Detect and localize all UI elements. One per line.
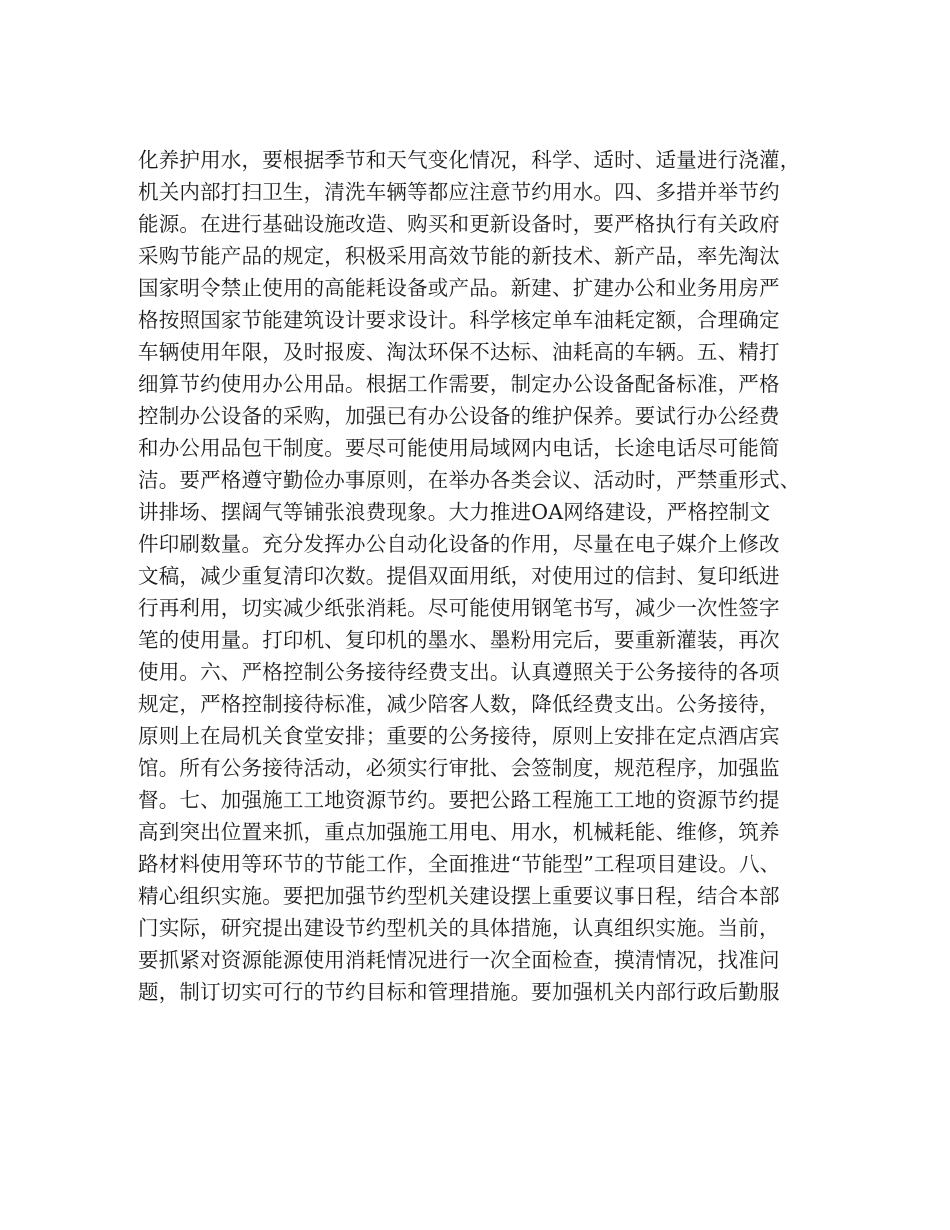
text-line: 控制办公设备的采购，加强已有办公设备的维护保养。要试行办公经费 <box>138 404 780 428</box>
text-line: 题，制订切实可行的节约目标和管理措施。要加强机关内部行政后勤服 <box>138 980 780 1004</box>
text-line: 路材料使用等环节的节能工作，全面推进“节能型”工程项目建设。八、 <box>138 852 781 876</box>
text-line: 和办公用品包干制度。要尽可能使用局域网内电话，长途电话尽可能简 <box>138 436 780 460</box>
text-line: 笔的使用量。打印机、复印机的墨水、墨粉用完后，要重新灌装，再次 <box>138 628 780 652</box>
text-line: 门实际，研究提出建设节约型机关的具体措施，认真组织实施。当前， <box>138 916 780 940</box>
text-line: 机关内部打扫卫生，清洗车辆等都应注意节约用水。四、多措并举节约 <box>138 180 780 204</box>
text-line: 规定，严格控制接待标准，减少陪客人数，降低经费支出。公务接待， <box>138 692 780 716</box>
text-line: 馆。所有公务接待活动，必须实行审批、会签制度，规范程序，加强监 <box>138 756 780 780</box>
text-line: 格按照国家节能建筑设计要求设计。科学核定单车油耗定额，合理确定 <box>138 308 780 332</box>
body-text <box>138 144 828 1008</box>
text-line: 车辆使用年限，及时报废、淘汰环保不达标、油耗高的车辆。五、精打 <box>138 340 780 364</box>
text-line: 件印刷数量。充分发挥办公自动化设备的作用，尽量在电子媒介上修改 <box>138 532 780 556</box>
text-line: 细算节约使用办公用品。根据工作需要，制定办公设备配备标准，严格 <box>138 372 780 396</box>
text-line: 采购节能产品的规定，积极采用高效节能的新技术、新产品，率先淘汰 <box>138 244 780 268</box>
text-line: 文稿，减少重复清印次数。提倡双面用纸，对使用过的信封、复印纸进 <box>138 564 780 588</box>
text-line: 能源。在进行基础设施改造、购买和更新设备时，要严格执行有关政府 <box>138 212 780 236</box>
text-line: 使用。六、严格控制公务接待经费支出。认真遵照关于公务接待的各项 <box>138 660 780 684</box>
text-line: 要抓紧对资源能源使用消耗情况进行一次全面检查，摸清情况，找准问 <box>138 948 780 972</box>
text-line: 化养护用水，要根据季节和天气变化情况，科学、适时、适量进行浇灌， <box>138 148 801 172</box>
text-line: 原则上在局机关食堂安排；重要的公务接待，原则上安排在定点酒店宾 <box>138 724 780 748</box>
text-line: 国家明令禁止使用的高能耗设备或产品。新建、扩建办公和业务用房严 <box>138 276 780 300</box>
text-line: 讲排场、摆阔气等铺张浪费现象。大力推进OA网络建设，严格控制文 <box>138 500 771 524</box>
text-line: 高到突出位置来抓，重点加强施工用电、用水，机械耗能、维修，筑养 <box>138 820 780 844</box>
text-line: 精心组织实施。要把加强节约型机关建设摆上重要议事日程，结合本部 <box>138 884 780 908</box>
text-line: 督。七、加强施工工地资源节约。要把公路工程施工工地的资源节约提 <box>138 788 780 812</box>
text-line: 行再利用，切实减少纸张消耗。尽可能使用钢笔书写，减少一次性签字 <box>138 596 780 620</box>
text-line: 洁。要严格遵守勤俭办事原则，在举办各类会议、活动时，严禁重形式、 <box>138 468 801 492</box>
